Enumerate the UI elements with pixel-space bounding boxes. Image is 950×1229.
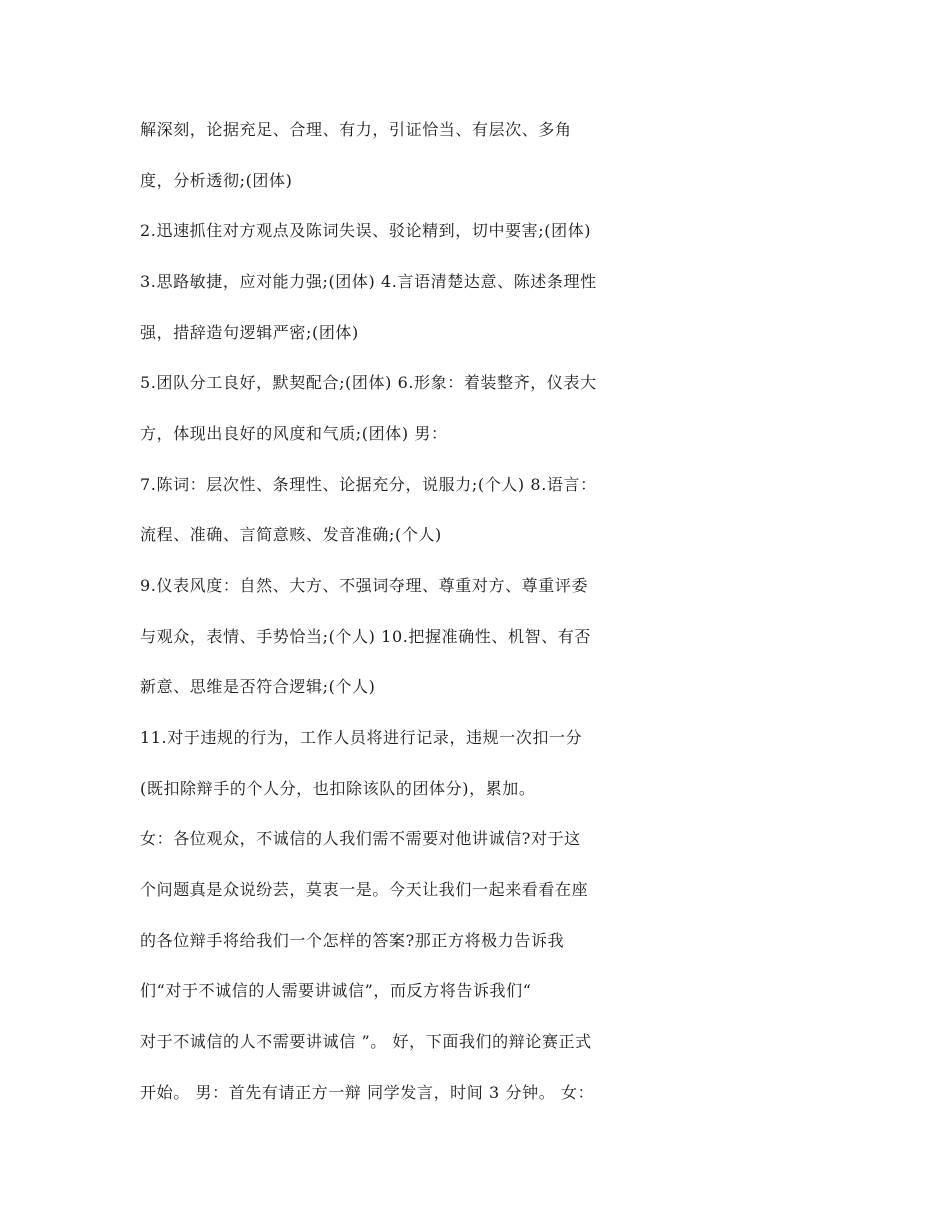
text-line: 开始。 男：首先有请正方一辩 同学发言，时间 3 分钟。 女： [140,1083,595,1102]
text-line: 女：各位观众，不诚信的人我们需不需要对他讲诚信?对于这 [140,829,581,848]
text-line: 11.对于违规的行为，工作人员将进行记录，违规一次扣一分 [140,728,583,747]
text-line: 方，体现出良好的风度和气质;(团体) 男： [140,424,448,443]
text-line: 度，分析透彻;(团体) [140,171,293,190]
text-line: 的各位辩手将给我们一个怎样的答案?那正方将极力告诉我 [140,931,565,950]
text-line: 2.迅速抓住对方观点及陈词失误、驳论精到，切中要害;(团体) [140,221,592,240]
text-line: (既扣除辩手的个人分，也扣除该队的团体分)，累加。 [140,779,536,798]
text-line: 7.陈词：层次性、条理性、论据充分，说服力;(个人) 8.语言： [140,475,597,494]
text-line: 3.思路敏捷，应对能力强;(团体) 4.言语清楚达意、陈述条理性 [140,272,597,291]
text-line: 们“对于不诚信的人需要讲诚信”，而反方将告诉我们“ [140,981,532,1000]
text-line: 解深刻，论据充足、合理、有力，引证恰当、有层次、多角 [140,120,572,139]
text-line: 5.团队分工良好，默契配合;(团体) 6.形象：着装整齐，仪表大 [140,373,597,392]
text-line: 强，措辞造句逻辑严密;(团体) [140,323,359,342]
text-line: 个问题真是众说纷芸，莫衷一是。今天让我们一起来看看在座 [140,880,589,899]
text-line: 新意、思维是否符合逻辑;(个人) [140,677,376,696]
text-line: 与观众，表情、手势恰当;(个人) 10.把握准确性、机智、有否 [140,627,592,646]
text-line: 对于不诚信的人不需要讲诚信 ”。 好，下面我们的辩论赛正式 [140,1032,592,1051]
text-line: 9.仪表风度：自然、大方、不强词夺理、尊重对方、尊重评委 [140,576,589,595]
text-line: 流程、准确、言简意赅、发音准确;(个人) [140,525,442,544]
